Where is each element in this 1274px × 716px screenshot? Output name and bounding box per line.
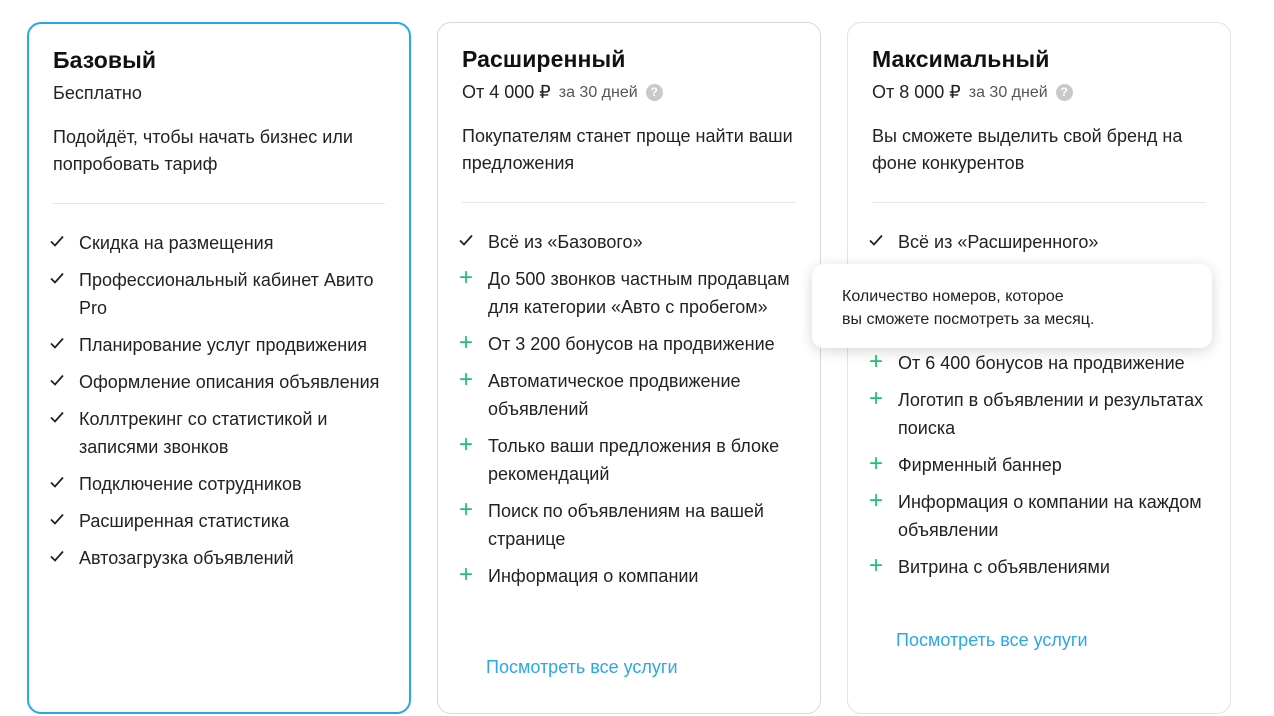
check-icon: [458, 228, 488, 248]
feature-item: [868, 451, 1213, 479]
plus-icon: +: [459, 366, 474, 393]
plus-icon: +: [869, 348, 884, 375]
feature-text: От 3 200 бонусов на продвижение: [488, 334, 775, 354]
feature-text: Только ваши предложения в блоке рекомендаций: [488, 436, 780, 484]
feature-item: [868, 386, 1213, 442]
feature-text: Информация о компании на каждом объявлении: [898, 492, 1202, 540]
plan-card-maximum[interactable]: [847, 22, 1231, 714]
plan-period: за 30 дней: [558, 83, 638, 101]
feature-text: Скидка на размещения: [79, 233, 274, 253]
help-tooltip: [812, 264, 1212, 348]
plus-icon: +: [869, 487, 884, 514]
feature-text: Информация о компании: [488, 566, 699, 586]
plus-icon: +: [869, 552, 884, 579]
feature-text: Логотип в объявлении и результатах поиска: [898, 390, 1204, 438]
plus-icon: +: [459, 431, 474, 458]
feature-item: [49, 470, 394, 498]
feature-text: Витрина с объявлениями: [898, 557, 1110, 577]
feature-text: Коллтрекинг со статистикой и записями звонков: [79, 409, 328, 457]
feature-text: Автоматическое продвижение объявлений: [488, 371, 741, 419]
feature-list: [458, 228, 803, 599]
check-icon: [49, 331, 79, 351]
feature-item: [49, 266, 394, 322]
feature-item: [868, 228, 1213, 256]
plan-card-extended[interactable]: [437, 22, 821, 714]
feature-text: Подключение сотрудников: [79, 474, 302, 494]
plan-description: Покупателям станет проще найти ваши предложения: [462, 126, 793, 173]
feature-text: От 6 400 бонусов на продвижение: [898, 353, 1185, 373]
feature-text: Расширенная статистика: [79, 511, 290, 531]
help-icon[interactable]: ?: [646, 84, 663, 101]
plan-price-value: От 8 000 ₽: [872, 82, 961, 102]
divider: [462, 202, 796, 203]
check-icon: [49, 544, 79, 564]
feature-item: [868, 349, 1213, 377]
plus-icon: +: [459, 264, 474, 291]
check-icon: [49, 266, 79, 286]
feature-text: До 500 звонков частным продавцам для категории «Авто с пробегом»: [488, 269, 790, 317]
plan-price: [872, 82, 1073, 103]
plan-period: за 30 дней: [968, 83, 1048, 101]
plan-card-basic[interactable]: [27, 22, 411, 714]
check-icon: [868, 228, 898, 248]
feature-item: [49, 331, 394, 359]
feature-item: [49, 544, 394, 572]
plan-title: Базовый: [53, 47, 157, 73]
feature-item: [458, 330, 803, 358]
feature-item: [49, 405, 394, 461]
feature-text: Планирование услуг продвижения: [79, 335, 367, 355]
plan-title: Расширенный: [462, 46, 626, 72]
feature-text: Всё из «Базового»: [488, 232, 643, 252]
feature-item: [49, 507, 394, 535]
tooltip-text-line: вы сможете посмотреть за месяц.: [842, 311, 1095, 328]
plus-icon: +: [459, 561, 474, 588]
feature-item: [458, 497, 803, 553]
feature-item: [49, 229, 394, 257]
view-all-services-link[interactable]: Посмотреть все услуги: [896, 630, 1088, 650]
divider: [872, 202, 1206, 203]
check-icon: [49, 229, 79, 249]
feature-item: [458, 265, 803, 321]
check-icon: [49, 368, 79, 388]
feature-text: Профессиональный кабинет Авито Pro: [79, 270, 374, 318]
check-icon: [49, 470, 79, 490]
tooltip-text-line: Количество номеров, которое: [842, 288, 1064, 305]
view-all-services-link[interactable]: Посмотреть все услуги: [486, 657, 678, 677]
feature-text: Фирменный баннер: [898, 455, 1062, 475]
feature-item: [49, 368, 394, 396]
divider: [53, 203, 385, 204]
feature-item: [458, 562, 803, 590]
feature-text: Оформление описания объявления: [79, 372, 380, 392]
plan-price-value: Бесплатно: [53, 83, 142, 103]
plus-icon: +: [869, 450, 884, 477]
plan-price: [53, 83, 142, 104]
plus-icon: +: [459, 329, 474, 356]
feature-item: [868, 553, 1213, 581]
feature-text: Поиск по объявлениям на вашей странице: [488, 501, 764, 549]
plus-icon: +: [459, 496, 474, 523]
check-icon: [49, 405, 79, 425]
feature-item: [458, 432, 803, 488]
feature-text: Всё из «Расширенного»: [898, 232, 1099, 252]
feature-list: [49, 229, 394, 581]
check-icon: [49, 507, 79, 527]
feature-item: [868, 488, 1213, 544]
feature-item: [458, 367, 803, 423]
plan-price-value: От 4 000 ₽: [462, 82, 551, 102]
plan-description: Подойдёт, чтобы начать бизнес или попробовать тариф: [53, 127, 353, 174]
plan-title: Максимальный: [872, 46, 1050, 72]
feature-text: Автозагрузка объявлений: [79, 548, 294, 568]
plus-icon: +: [869, 385, 884, 412]
feature-item: [458, 228, 803, 256]
plan-description: Вы сможете выделить свой бренд на фоне конкурентов: [872, 126, 1183, 173]
help-icon[interactable]: ?: [1056, 84, 1073, 101]
plan-price: [462, 82, 663, 103]
